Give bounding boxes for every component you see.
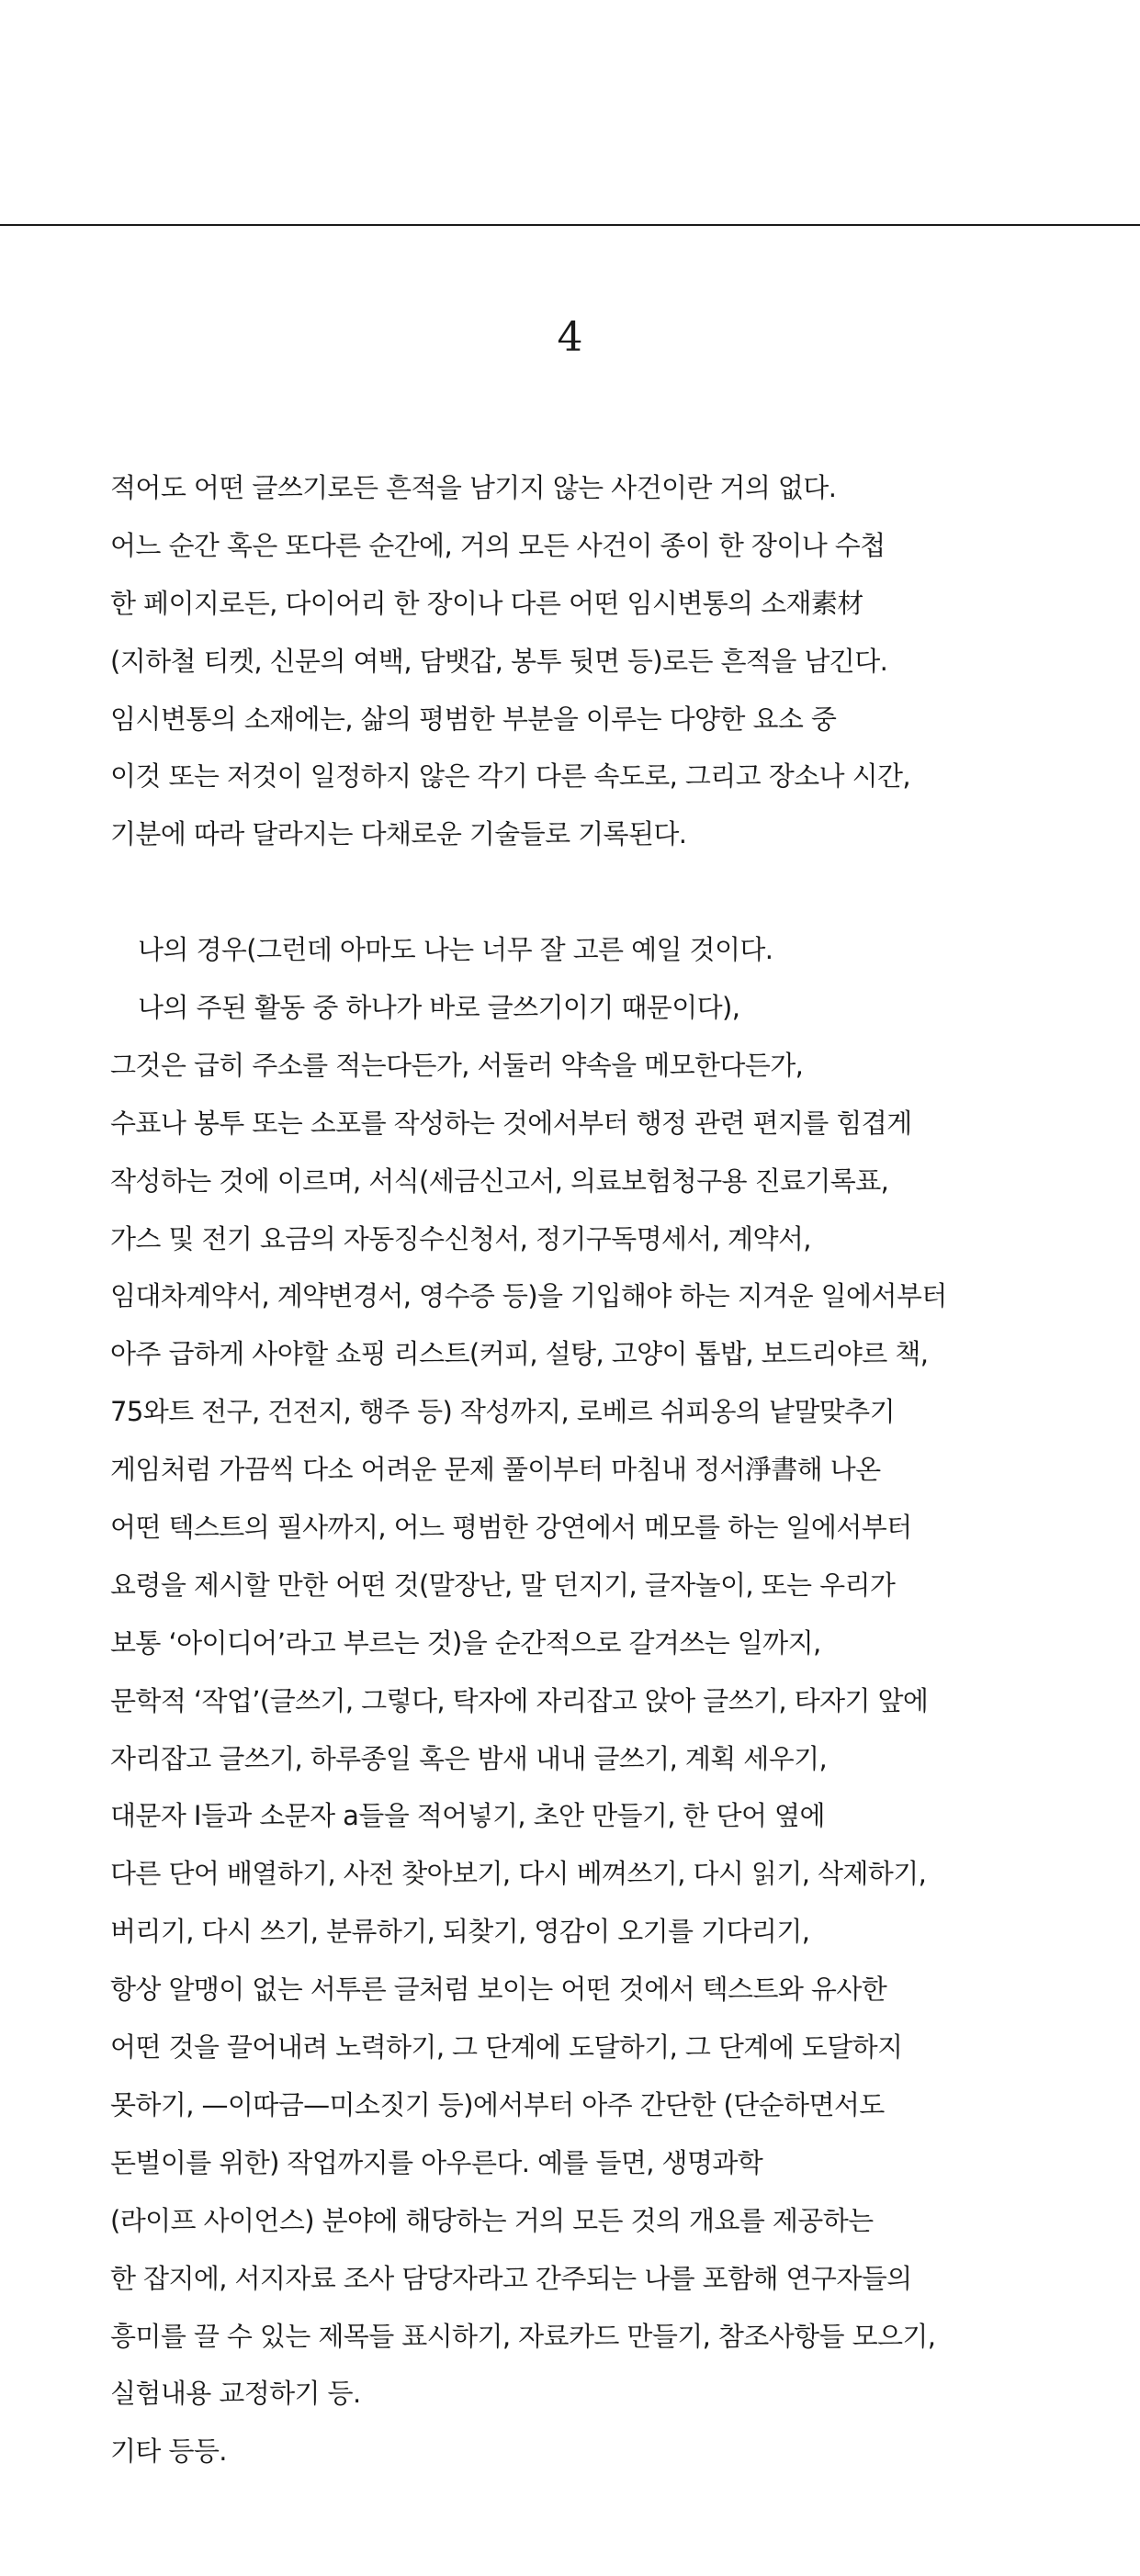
text-line: 아주 급하게 사야할 쇼핑 리스트(커피, 설탕, 고양이 톱밥, 보드리야르 책, — [110, 1338, 929, 1370]
text-line: 이것 또는 저것이 일정하지 않은 각기 다른 속도로, 그리고 장소나 시간, — [110, 760, 911, 793]
text-line: 요령을 제시할 만한 어떤 것(말장난, 말 던지기, 글자놀이, 또는 우리가 — [110, 1569, 896, 1601]
text-line: 나의 경우(그런데 아마도 나는 너무 잘 고른 예일 것이다. — [138, 934, 773, 966]
text-line: 임시변통의 소재에는, 삶의 평범한 부분을 이루는 다양한 요소 중 — [110, 703, 837, 735]
text-line: 어떤 것을 끌어내려 노력하기, 그 단계에 도달하기, 그 단계에 도달하지 — [110, 2031, 903, 2064]
text-line: 흥미를 끌 수 있는 제목들 표시하기, 자료카드 만들기, 참조사항들 모으기, — [110, 2320, 936, 2352]
text-line: (지하철 티켓, 신문의 여백, 담뱃갑, 봉투 뒷면 등)로든 흔적을 남긴다. — [110, 645, 888, 677]
text-line: 수표나 봉투 또는 소포를 작성하는 것에서부터 행정 관련 편지를 힘겹게 — [110, 1107, 912, 1139]
text-line: 문학적 ‘작업’(글쓰기, 그렇다, 탁자에 자리잡고 앉아 글쓰기, 타자기 앞에 — [110, 1684, 929, 1716]
text-line: 임대차계약서, 계약변경서, 영수증 등)을 기입해야 하는 지겨운 일에서부터 — [110, 1280, 947, 1312]
text-line: 어느 순간 혹은 또다른 순간에, 거의 모든 사건이 종이 한 장이나 수첩 — [110, 529, 886, 561]
text-line: 기분에 따라 달라지는 다채로운 기술들로 기록된다. — [110, 818, 687, 850]
paragraph-spacer — [110, 863, 1084, 921]
text-line: 버리기, 다시 쓰기, 분류하기, 되찾기, 영감이 오기를 기다리기, — [110, 1916, 810, 1948]
text-line: 75와트 전구, 건전지, 행주 등) 작성까지, 로베르 쉬피옹의 낱말맞추기 — [110, 1396, 895, 1428]
text-line: 못하기, —이따금—미소짓기 등)에서부터 아주 간단한 (단순하면서도 — [110, 2088, 885, 2120]
text-line: 적어도 어떤 글쓰기로든 흔적을 남기지 않는 사건이란 거의 없다. — [110, 472, 837, 503]
text-line: 항상 알맹이 없는 서투른 글처럼 보이는 어떤 것에서 텍스트와 유사한 — [110, 1974, 887, 2006]
text-line: 게임처럼 가끔씩 다소 어려운 문제 풀이부터 마침내 정서淨書해 나온 — [110, 1454, 881, 1486]
text-line: 작성하는 것에 이르며, 서식(세금신고서, 의료보험청구용 진료기록표, — [110, 1164, 889, 1197]
top-rule — [0, 224, 1140, 226]
text-line: 그것은 급히 주소를 적는다든가, 서둘러 약속을 메모한다든가, — [110, 1049, 804, 1081]
text-line: 대문자 I들과 소문자 a들을 적어넣기, 초안 만들기, 한 단어 옆에 — [110, 1800, 825, 1832]
text-line: 다른 단어 배열하기, 사전 찾아보기, 다시 베껴쓰기, 다시 읽기, 삭제하기, — [110, 1858, 927, 1890]
text-line: (라이프 사이언스) 분야에 해당하는 거의 모든 것의 개요를 제공하는 — [110, 2204, 874, 2236]
text-line: 나의 주된 활동 중 하나가 바로 글쓰기이기 때문이다), — [138, 992, 740, 1024]
text-line: 한 페이지로든, 다이어리 한 장이나 다른 어떤 임시변통의 소재素材 — [110, 587, 863, 619]
text-line: 한 잡지에, 서지자료 조사 담당자라고 간주되는 나를 포함해 연구자들의 — [110, 2262, 912, 2294]
text-line: 가스 및 전기 요금의 자동징수신청서, 정기구독명세서, 계약서, — [110, 1222, 811, 1254]
chapter-number: 4 — [557, 314, 583, 361]
text-line: 어떤 텍스트의 필사까지, 어느 평범한 강연에서 메모를 하는 일에서부터 — [110, 1512, 912, 1544]
text-line: 실험내용 교정하기 등. — [110, 2378, 361, 2410]
text-line: 자리잡고 글쓰기, 하루종일 혹은 밤새 내내 글쓰기, 계획 세우기, — [110, 1742, 828, 1774]
text-line: 보통 ‘아이디어’라고 부르는 것)을 순간적으로 갈겨쓰는 일까지, — [110, 1626, 821, 1659]
text-line: 돈벌이를 위한) 작업까지를 아우른다. 예를 들면, 생명과학 — [110, 2146, 763, 2178]
text-line: 기타 등등. — [110, 2435, 227, 2468]
body-text — [110, 459, 1084, 2480]
